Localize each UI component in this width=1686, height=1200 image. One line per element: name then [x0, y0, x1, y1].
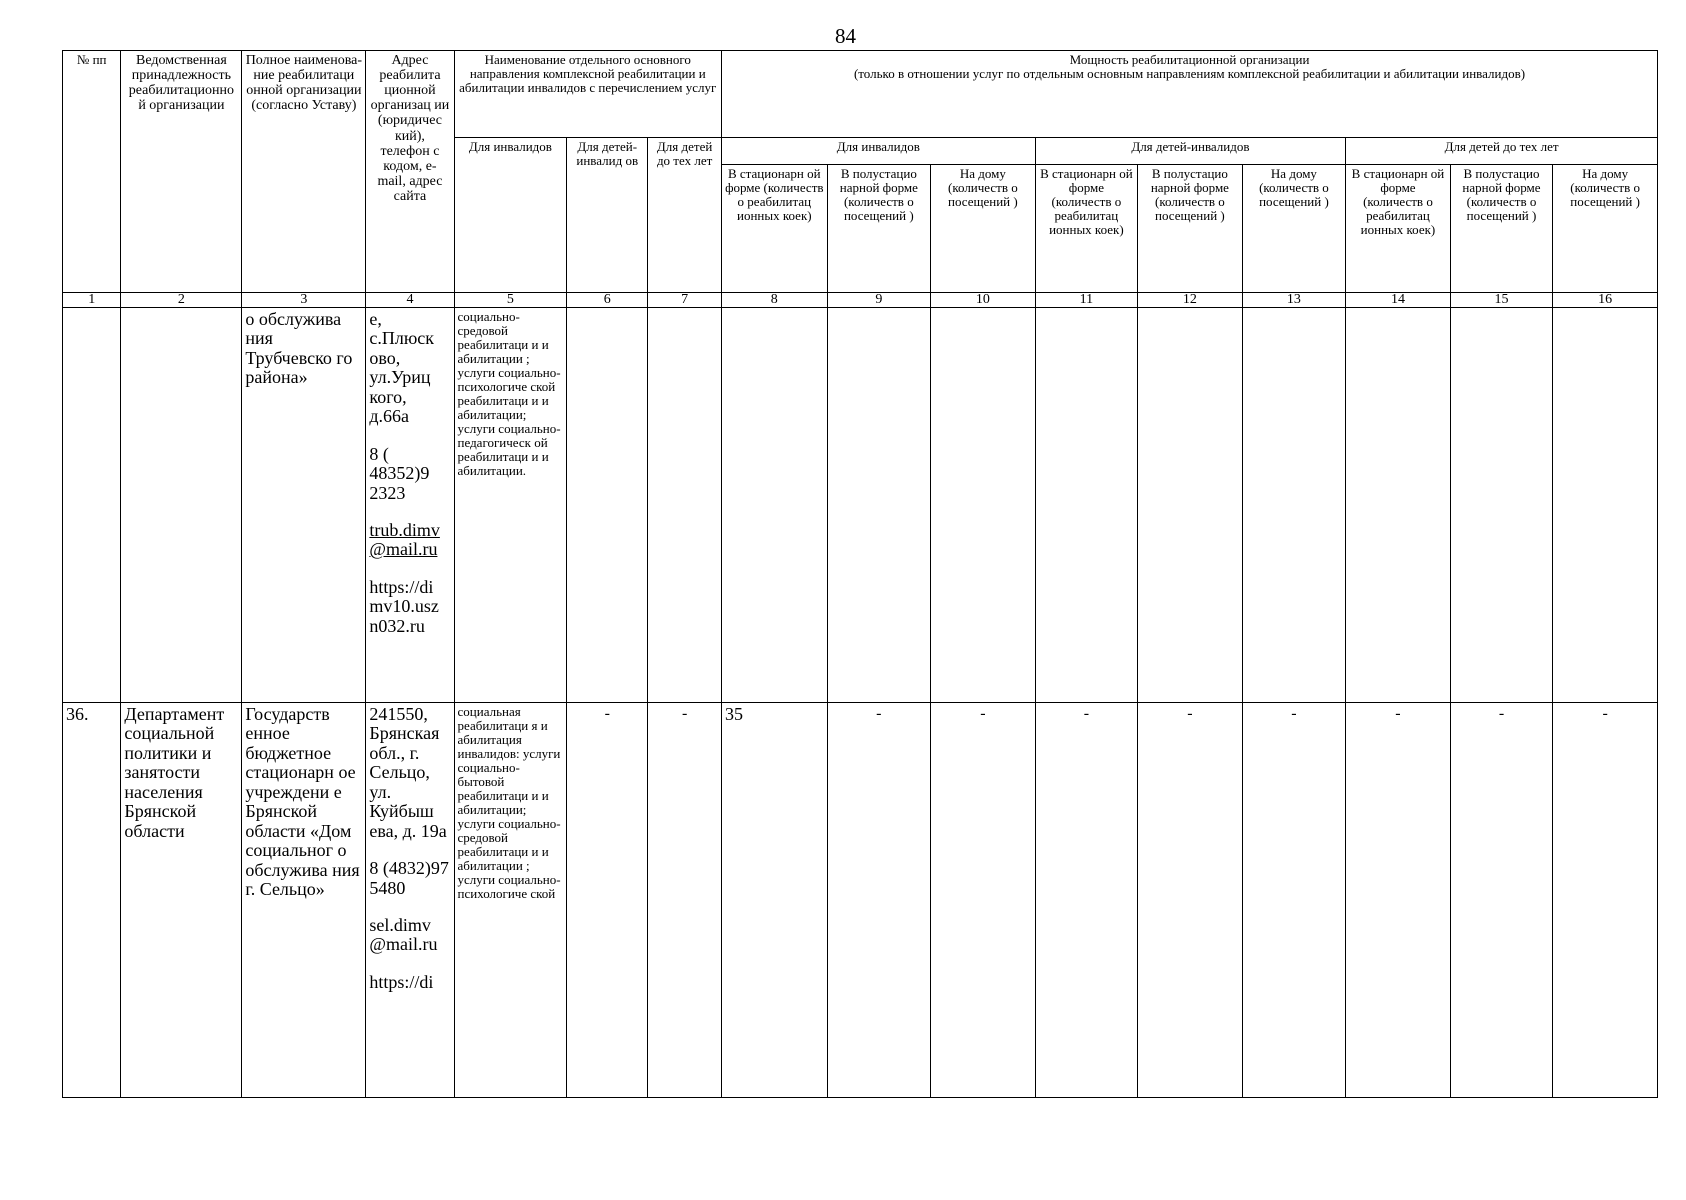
- col-number: 3: [242, 293, 366, 308]
- col-number: 16: [1553, 293, 1658, 308]
- row-36-home-disabled: -: [931, 703, 1036, 1098]
- cell-empty: [931, 308, 1036, 703]
- row-cont-full-name: о обслужива ния Трубчевско го района»: [242, 308, 366, 703]
- capacity-title: Мощность реабилитационной организации: [1069, 52, 1310, 67]
- phone: 8 (4832)97 5480: [369, 858, 449, 898]
- inpatient-under-header: В стационарн ой форме (количеств о реабилитац ионных коек): [1346, 165, 1451, 293]
- header-department: Ведомственная принадлежность реабилитационно й организации: [121, 51, 242, 293]
- daycare-under-header: В полустацио нарной форме (количеств о посещений ): [1450, 165, 1552, 293]
- col-number: 12: [1138, 293, 1243, 308]
- col-number: 7: [648, 293, 722, 308]
- header-full-name: Полное наименова-ние реабилитаци онной организации (согласно Уставу): [242, 51, 366, 293]
- row-36-address: [366, 703, 454, 1098]
- row-36-under-direction: -: [648, 703, 722, 1098]
- header-no: № пп: [63, 51, 121, 293]
- site-link[interactable]: https://di: [369, 971, 434, 992]
- email-link[interactable]: trub.dimv @mail.ru: [369, 519, 440, 560]
- header-dir-disabled: Для инвалидов: [454, 138, 567, 293]
- row-36-daycare-under: -: [1450, 703, 1552, 1098]
- inpatient-children-header: В стационарн ой форме (количеств о реабилитац ионных коек): [1035, 165, 1137, 293]
- inpatient-disabled-header: В стационарн ой форме (количеств о реабилитац ионных коек): [722, 165, 828, 293]
- row-cont-address: [366, 308, 454, 703]
- cell-empty: [1450, 308, 1552, 703]
- table-row: [63, 308, 1658, 703]
- cell-empty: [827, 308, 931, 703]
- rehab-organizations-table: [62, 50, 1658, 1098]
- group-disabled: Для инвалидов: [722, 138, 1036, 165]
- cell-empty: [648, 308, 722, 703]
- cell-empty: [1138, 308, 1243, 703]
- capacity-subtitle: (только в отношении услуг по отдельным основным направлениям комплексной реабилитации и абилитации инвалидов): [853, 66, 1526, 82]
- row-36-full-name: Государств енное бюджетное стационарн ое учреждени е Брянской области «Дом социальног о обслужива ния г. Сельцо»: [242, 703, 366, 1098]
- email-link[interactable]: sel.dimv @mail.ru: [369, 914, 438, 955]
- page-number: 84: [835, 24, 856, 48]
- row-36-number: 36.: [63, 703, 121, 1098]
- address-street: е, с.Плюск ово, ул.Уриц кого, д.66а: [369, 309, 435, 427]
- header-direction: Наименование отдельного основного направления комплексной реабилитации и абилитации инвалидов с перечислением услуг: [454, 51, 722, 138]
- row-cont-services: социально-средовой реабилитаци и и абилитации ; услуги социально-психологиче ской реабилитаци и и абилитации; услуги социально-педагогическ ой реабилитаци и и абилитации.: [454, 308, 567, 703]
- row-36-inpatient-disabled: 35: [722, 703, 828, 1098]
- row-36-services: социальная реабилитаци я и абилитация инвалидов: услуги социально-бытовой реабилитаци и и абилитации; услуги социально-средовой реабилитаци и и абилитации ; услуги социально-психологиче ской: [454, 703, 567, 1098]
- header-dir-children: Для детей-инвалид ов: [567, 138, 648, 293]
- col-number: 13: [1242, 293, 1346, 308]
- row-36-inpatient-under: -: [1346, 703, 1451, 1098]
- home-under-header: На дому (количеств о посещений ): [1553, 165, 1658, 293]
- col-number: 10: [931, 293, 1036, 308]
- header-dir-under: Для детей до тех лет: [648, 138, 722, 293]
- table-row: [63, 703, 1658, 1098]
- cell-empty: [722, 308, 828, 703]
- daycare-children-header: В полустацио нарной форме (количеств о посещений ): [1138, 165, 1243, 293]
- cell-empty: [1242, 308, 1346, 703]
- col-number: 2: [121, 293, 242, 308]
- col-number: 11: [1035, 293, 1137, 308]
- col-number: 1: [63, 293, 121, 308]
- row-36-home-under: -: [1553, 703, 1658, 1098]
- row-36-daycare-disabled: -: [827, 703, 931, 1098]
- address-street: 241550, Брянская обл., г. Сельцо, ул. Куйбыш ева, д. 19а: [369, 704, 447, 841]
- phone: 8 ( 48352)9 2323: [369, 443, 430, 503]
- col-number: 5: [454, 293, 567, 308]
- cell-empty: [1346, 308, 1451, 703]
- column-number-row: [63, 293, 1658, 308]
- cell-empty: [567, 308, 648, 703]
- col-number: 4: [366, 293, 454, 308]
- row-36-home-children: -: [1242, 703, 1346, 1098]
- daycare-disabled-header: В полустацио нарной форме (количеств о посещений ): [827, 165, 931, 293]
- group-under: Для детей до тех лет: [1346, 138, 1658, 165]
- row-36-children-direction: -: [567, 703, 648, 1098]
- row-36-daycare-children: -: [1138, 703, 1243, 1098]
- col-number: 15: [1450, 293, 1552, 308]
- col-number: 9: [827, 293, 931, 308]
- cell-empty: [63, 308, 121, 703]
- home-children-header: На дому (количеств о посещений ): [1242, 165, 1346, 293]
- col-number: 6: [567, 293, 648, 308]
- row-36-department: Департамент социальной политики и занятости населения Брянской области: [121, 703, 242, 1098]
- group-children: Для детей-инвалидов: [1035, 138, 1346, 165]
- col-number: 14: [1346, 293, 1451, 308]
- home-disabled-header: На дому (количеств о посещений ): [931, 165, 1036, 293]
- cell-empty: [1553, 308, 1658, 703]
- cell-empty: [121, 308, 242, 703]
- header-address: Адрес реабилита ционной организац ии (юридичес кий), телефон с кодом, e-mail, адрес сайта: [366, 51, 454, 293]
- col-number: 8: [722, 293, 828, 308]
- row-36-inpatient-children: -: [1035, 703, 1137, 1098]
- site-link[interactable]: https://di mv10.usz n032.ru: [369, 576, 439, 636]
- cell-empty: [1035, 308, 1137, 703]
- header-capacity: [722, 51, 1658, 138]
